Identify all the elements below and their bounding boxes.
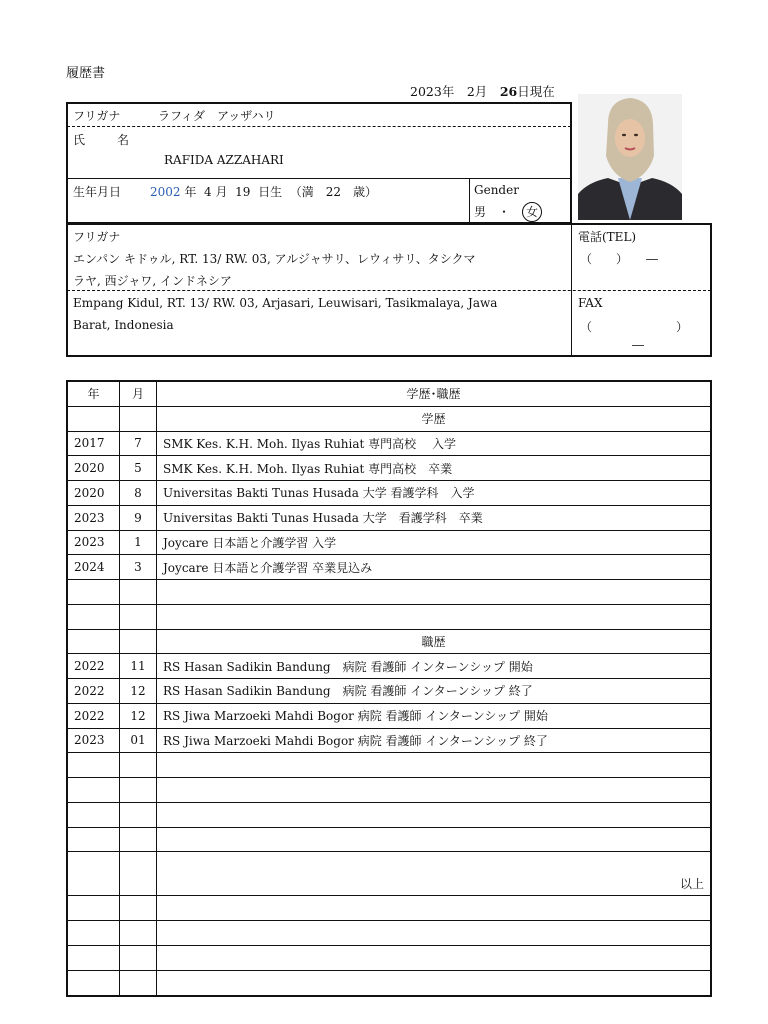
birth-day: 19 [235, 185, 251, 199]
cell-month: 12 [120, 679, 157, 703]
cell-month [120, 580, 157, 604]
furigana-label: フリガナ [73, 109, 121, 123]
cell-description: SMK Kes. K.H. Moh. Ilyas Ruhiat 専門高校 卒業 [163, 461, 453, 476]
tel-label: 電話(TEL) [578, 230, 637, 244]
tel-value: （ ） ― [580, 252, 659, 266]
cell-year: 2017 [68, 432, 120, 456]
cell-month [120, 852, 157, 895]
cell-year: 2023 [68, 729, 120, 753]
table-header-row [68, 382, 710, 407]
table-row [68, 580, 710, 605]
cell-month [120, 605, 157, 629]
table-row [68, 896, 710, 921]
furigana-name: ラフィダ アッザハリ [158, 109, 276, 123]
cell-month [120, 778, 157, 802]
divider [469, 178, 470, 223]
cell-month [120, 803, 157, 827]
cell-year: 2022 [68, 654, 120, 678]
name-label-1: 氏 [73, 133, 86, 147]
address-furigana-line2: ラヤ, 西ジャワ, インドネシア [73, 274, 232, 288]
cell-year [68, 852, 120, 895]
cell-description [157, 828, 710, 852]
birth-month: 4 [204, 185, 212, 199]
cell-year [68, 921, 120, 945]
table-row [68, 630, 710, 655]
table-row [68, 531, 710, 556]
cell-month: 3 [120, 555, 157, 579]
table-row [68, 828, 710, 853]
cell-year [68, 778, 120, 802]
table-row [68, 432, 710, 457]
table-row [68, 605, 710, 630]
date-year-unit: 年 [441, 84, 455, 99]
table-row [68, 971, 710, 996]
cell-year: 2020 [68, 456, 120, 480]
cell-month [120, 971, 157, 996]
table-row [68, 506, 710, 531]
cell-description [157, 605, 710, 629]
cell-description: RS Hasan Sadikin Bandung 病院 看護師 インターンシップ 開始 [163, 659, 533, 674]
gender-female-circled: 女 [522, 202, 542, 222]
document-title: 履歴書 [66, 66, 106, 81]
cell-description [157, 896, 710, 920]
cell-year [68, 630, 120, 654]
fax-paren: （ ） [580, 320, 689, 334]
history-table [66, 380, 712, 997]
table-row [68, 753, 710, 778]
cell-description [157, 778, 710, 802]
cell-year [68, 971, 120, 996]
cell-description [157, 971, 710, 996]
cell-description: Joycare 日本語と介護学習 卒業見込み [163, 560, 373, 575]
cell-month [120, 828, 157, 852]
cell-year: 2022 [68, 679, 120, 703]
cell-year [68, 946, 120, 970]
cell-description [157, 803, 710, 827]
table-row [68, 852, 710, 896]
gender-options [474, 202, 542, 222]
section-heading: 職歴 [421, 634, 446, 649]
gender-label: Gender [474, 183, 519, 197]
address-furigana-label: フリガナ [73, 230, 121, 244]
name-label-2: 名 [117, 133, 130, 147]
cell-month: 5 [120, 456, 157, 480]
cell-year [68, 753, 120, 777]
divider [67, 290, 711, 291]
cell-month: 12 [120, 704, 157, 728]
document-date [410, 82, 555, 100]
cell-month: 8 [120, 481, 157, 505]
gender-dot: ・ [498, 205, 511, 219]
table-row [68, 778, 710, 803]
cell-year: 2022 [68, 704, 120, 728]
divider [67, 178, 571, 179]
birth-year-unit: 年 [184, 185, 197, 199]
address-line2: Barat, Indonesia [73, 318, 174, 332]
section-heading: 学歴 [421, 412, 446, 427]
cell-description: Joycare 日本語と介護学習 入学 [163, 535, 337, 550]
address-line1: Empang Kidul, RT. 13/ RW. 03, Arjasari, Leuwisari, Tasikmalaya, Jawa [73, 296, 498, 310]
cell-year [68, 896, 120, 920]
cell-month: 7 [120, 432, 157, 456]
cell-month: 9 [120, 506, 157, 530]
col-month-header: 月 [120, 382, 157, 406]
age-text: （満 22 歳） [289, 185, 378, 199]
cell-description: RS Hasan Sadikin Bandung 病院 看護師 インターンシップ 終了 [163, 684, 533, 699]
date-year: 2023 [410, 84, 442, 99]
table-row [68, 654, 710, 679]
table-row [68, 456, 710, 481]
address-furigana-line1: エンパン キドゥル, RT. 13/ RW. 03, アルジャサリ、レウィサリ、タシクマ [73, 252, 476, 266]
cell-year [68, 580, 120, 604]
table-row [68, 921, 710, 946]
date-month: 2 [466, 84, 475, 99]
cell-description: RS Jiwa Marzoeki Mahdi Bogor 病院 看護師 インターンシップ 終了 [163, 733, 548, 748]
birth-year: 2002 [150, 185, 181, 199]
table-row [68, 407, 710, 432]
cell-year: 2023 [68, 531, 120, 555]
cell-year [68, 828, 120, 852]
cell-month [120, 753, 157, 777]
cell-description: Universitas Bakti Tunas Husada 大学 看護学科 入学 [163, 486, 475, 501]
col-desc-header: 学歴･職歴 [406, 387, 461, 402]
cell-year [68, 803, 120, 827]
applicant-photo [578, 94, 682, 220]
cell-month [120, 407, 157, 431]
birth-date [150, 183, 377, 200]
table-row [68, 704, 710, 729]
cell-year: 2024 [68, 555, 120, 579]
cell-description [157, 753, 710, 777]
table-row [68, 679, 710, 704]
cell-month [120, 630, 157, 654]
fax-dash: ― [632, 338, 644, 352]
table-row [68, 555, 710, 580]
cell-year: 2020 [68, 481, 120, 505]
cell-month: 01 [120, 729, 157, 753]
cell-year [68, 407, 120, 431]
date-month-unit: 月 [474, 84, 488, 99]
cell-month: 1 [120, 531, 157, 555]
gender-male: 男 [474, 205, 487, 219]
birth-label: 生年月日 [73, 185, 122, 199]
cell-year [68, 605, 120, 629]
date-suffix: 日現在 [517, 84, 555, 99]
cell-description: RS Jiwa Marzoeki Mahdi Bogor 病院 看護師 インターンシップ 開始 [163, 709, 548, 724]
cell-month [120, 946, 157, 970]
fax-label: FAX [578, 296, 603, 310]
birth-day-unit: 日生 [258, 185, 283, 199]
table-row [68, 729, 710, 754]
cell-description: SMK Kes. K.H. Moh. Ilyas Ruhiat 専門高校 入学 [163, 436, 456, 451]
table-row [68, 481, 710, 506]
cell-description [157, 946, 710, 970]
cell-month [120, 896, 157, 920]
divider [67, 126, 571, 127]
date-day: 26 [499, 84, 518, 99]
cell-description [157, 580, 710, 604]
cell-description: Universitas Bakti Tunas Husada 大学 看護学科 卒業 [163, 511, 483, 526]
col-year-header: 年 [68, 382, 120, 406]
table-row [68, 946, 710, 971]
table-row [68, 803, 710, 828]
cell-description [157, 921, 710, 945]
applicant-name: RAFIDA AZZAHARI [164, 153, 284, 167]
birth-month-unit: 月 [215, 185, 228, 199]
cell-year: 2023 [68, 506, 120, 530]
cell-month [120, 921, 157, 945]
cell-month: 11 [120, 654, 157, 678]
end-marker: 以上 [679, 877, 704, 892]
